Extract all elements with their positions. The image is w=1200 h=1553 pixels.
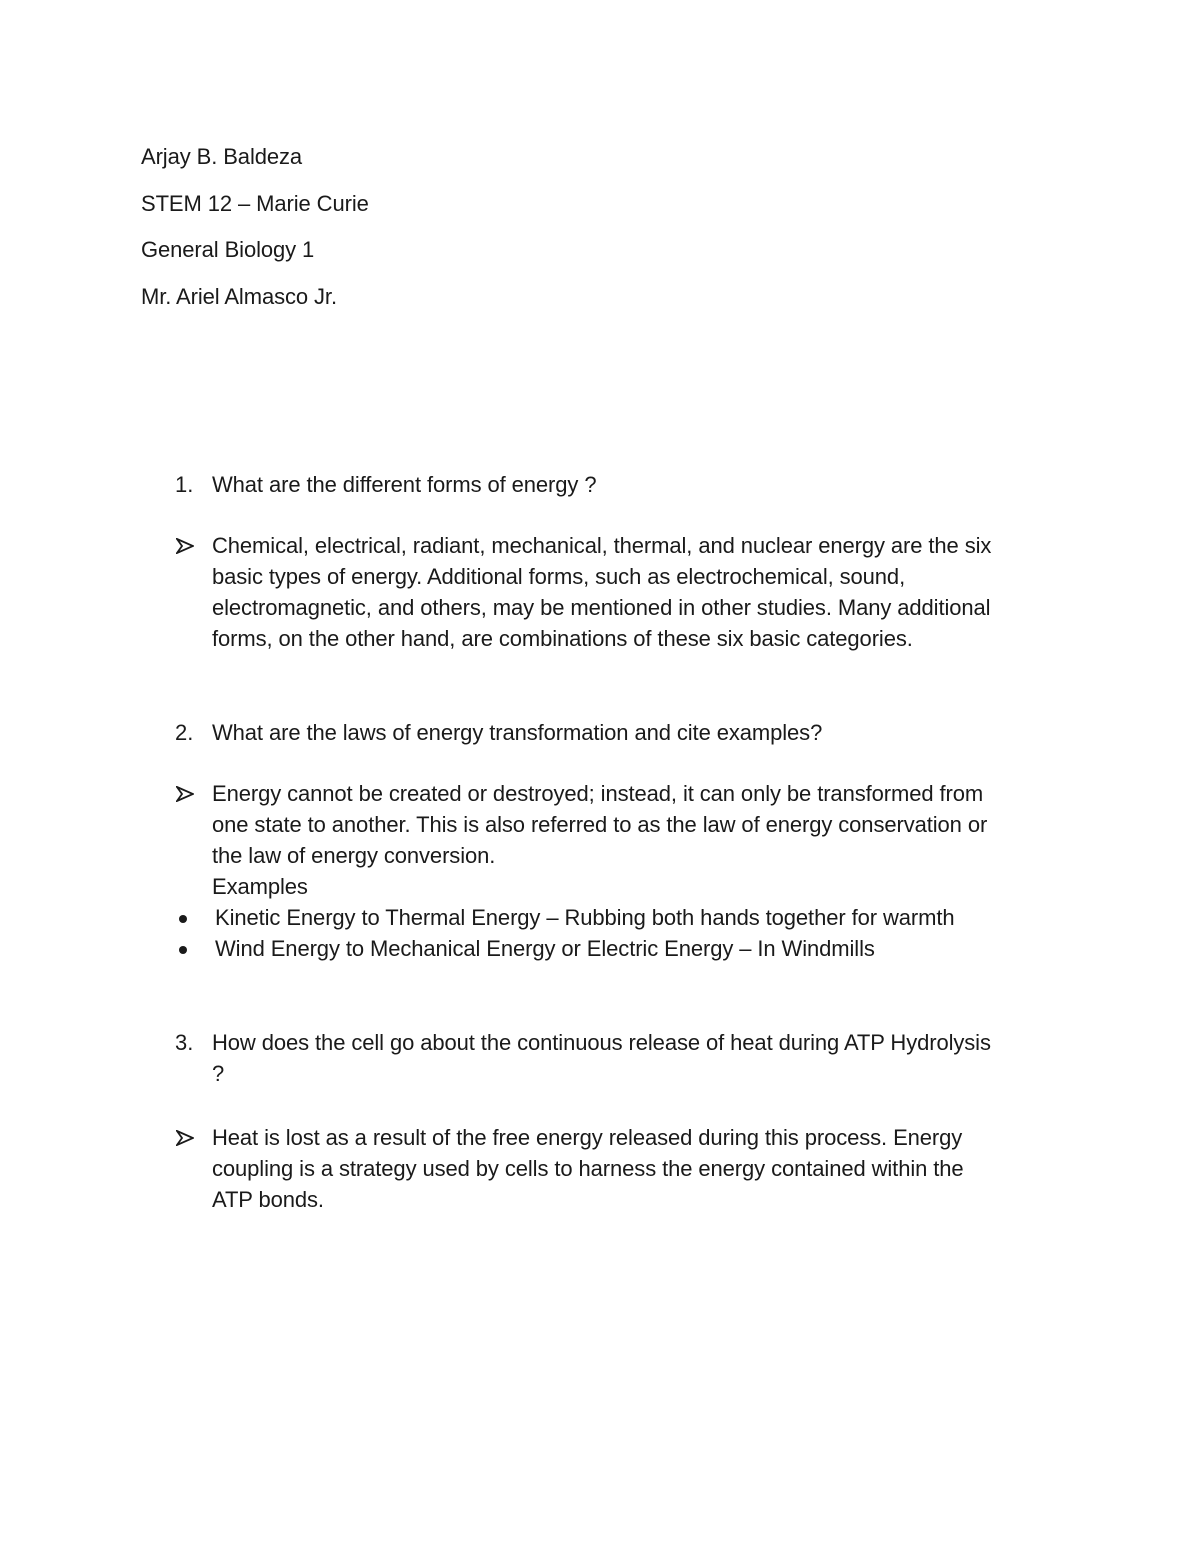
round-bullet-icon	[179, 946, 187, 954]
answer-line: the law of energy conversion.	[212, 843, 496, 868]
answer-line: electromagnetic, and others, may be mentioned in other studies. Many additional	[212, 595, 991, 620]
teacher-name: Mr. Ariel Almasco Jr.	[141, 284, 337, 309]
example-item: Wind Energy to Mechanical Energy or Electric Energy – In Windmills	[215, 936, 875, 961]
example-item: Kinetic Energy to Thermal Energy – Rubbing both hands together for warmth	[215, 905, 955, 930]
round-bullet-icon	[179, 915, 187, 923]
student-name: Arjay B. Baldeza	[141, 144, 303, 169]
subject-name: General Biology 1	[141, 237, 315, 262]
question-number: 2.	[175, 720, 194, 745]
answer-line: ATP bonds.	[212, 1187, 324, 1212]
answer-line: Energy cannot be created or destroyed; instead, it can only be transformed from	[212, 781, 984, 806]
question-text: How does the cell go about the continuous release of heat during ATP Hydrolysis	[212, 1030, 991, 1055]
question-text: What are the laws of energy transformation and cite examples?	[212, 720, 823, 745]
answer-line: Heat is lost as a result of the free energy released during this process. Energy	[212, 1125, 963, 1150]
question-number: 3.	[175, 1030, 194, 1055]
question-text: What are the different forms of energy ?	[212, 472, 597, 497]
arrowhead-bullet-icon	[176, 1130, 194, 1146]
student-section: STEM 12 – Marie Curie	[141, 191, 369, 216]
answer-line: basic types of energy. Additional forms, such as electrochemical, sound,	[212, 564, 906, 589]
question-text: ?	[212, 1061, 225, 1086]
arrowhead-bullet-icon	[176, 538, 194, 554]
arrowhead-bullet-icon	[176, 786, 194, 802]
answer-line: forms, on the other hand, are combinations of these six basic categories.	[212, 626, 913, 651]
answer-line: one state to another. This is also referred to as the law of energy conservation or	[212, 812, 988, 837]
answer-line: coupling is a strategy used by cells to harness the energy contained within the	[212, 1156, 964, 1181]
examples-heading: Examples	[212, 874, 308, 899]
answer-line: Chemical, electrical, radiant, mechanical, thermal, and nuclear energy are the six	[212, 533, 992, 558]
question-number: 1.	[175, 472, 194, 497]
